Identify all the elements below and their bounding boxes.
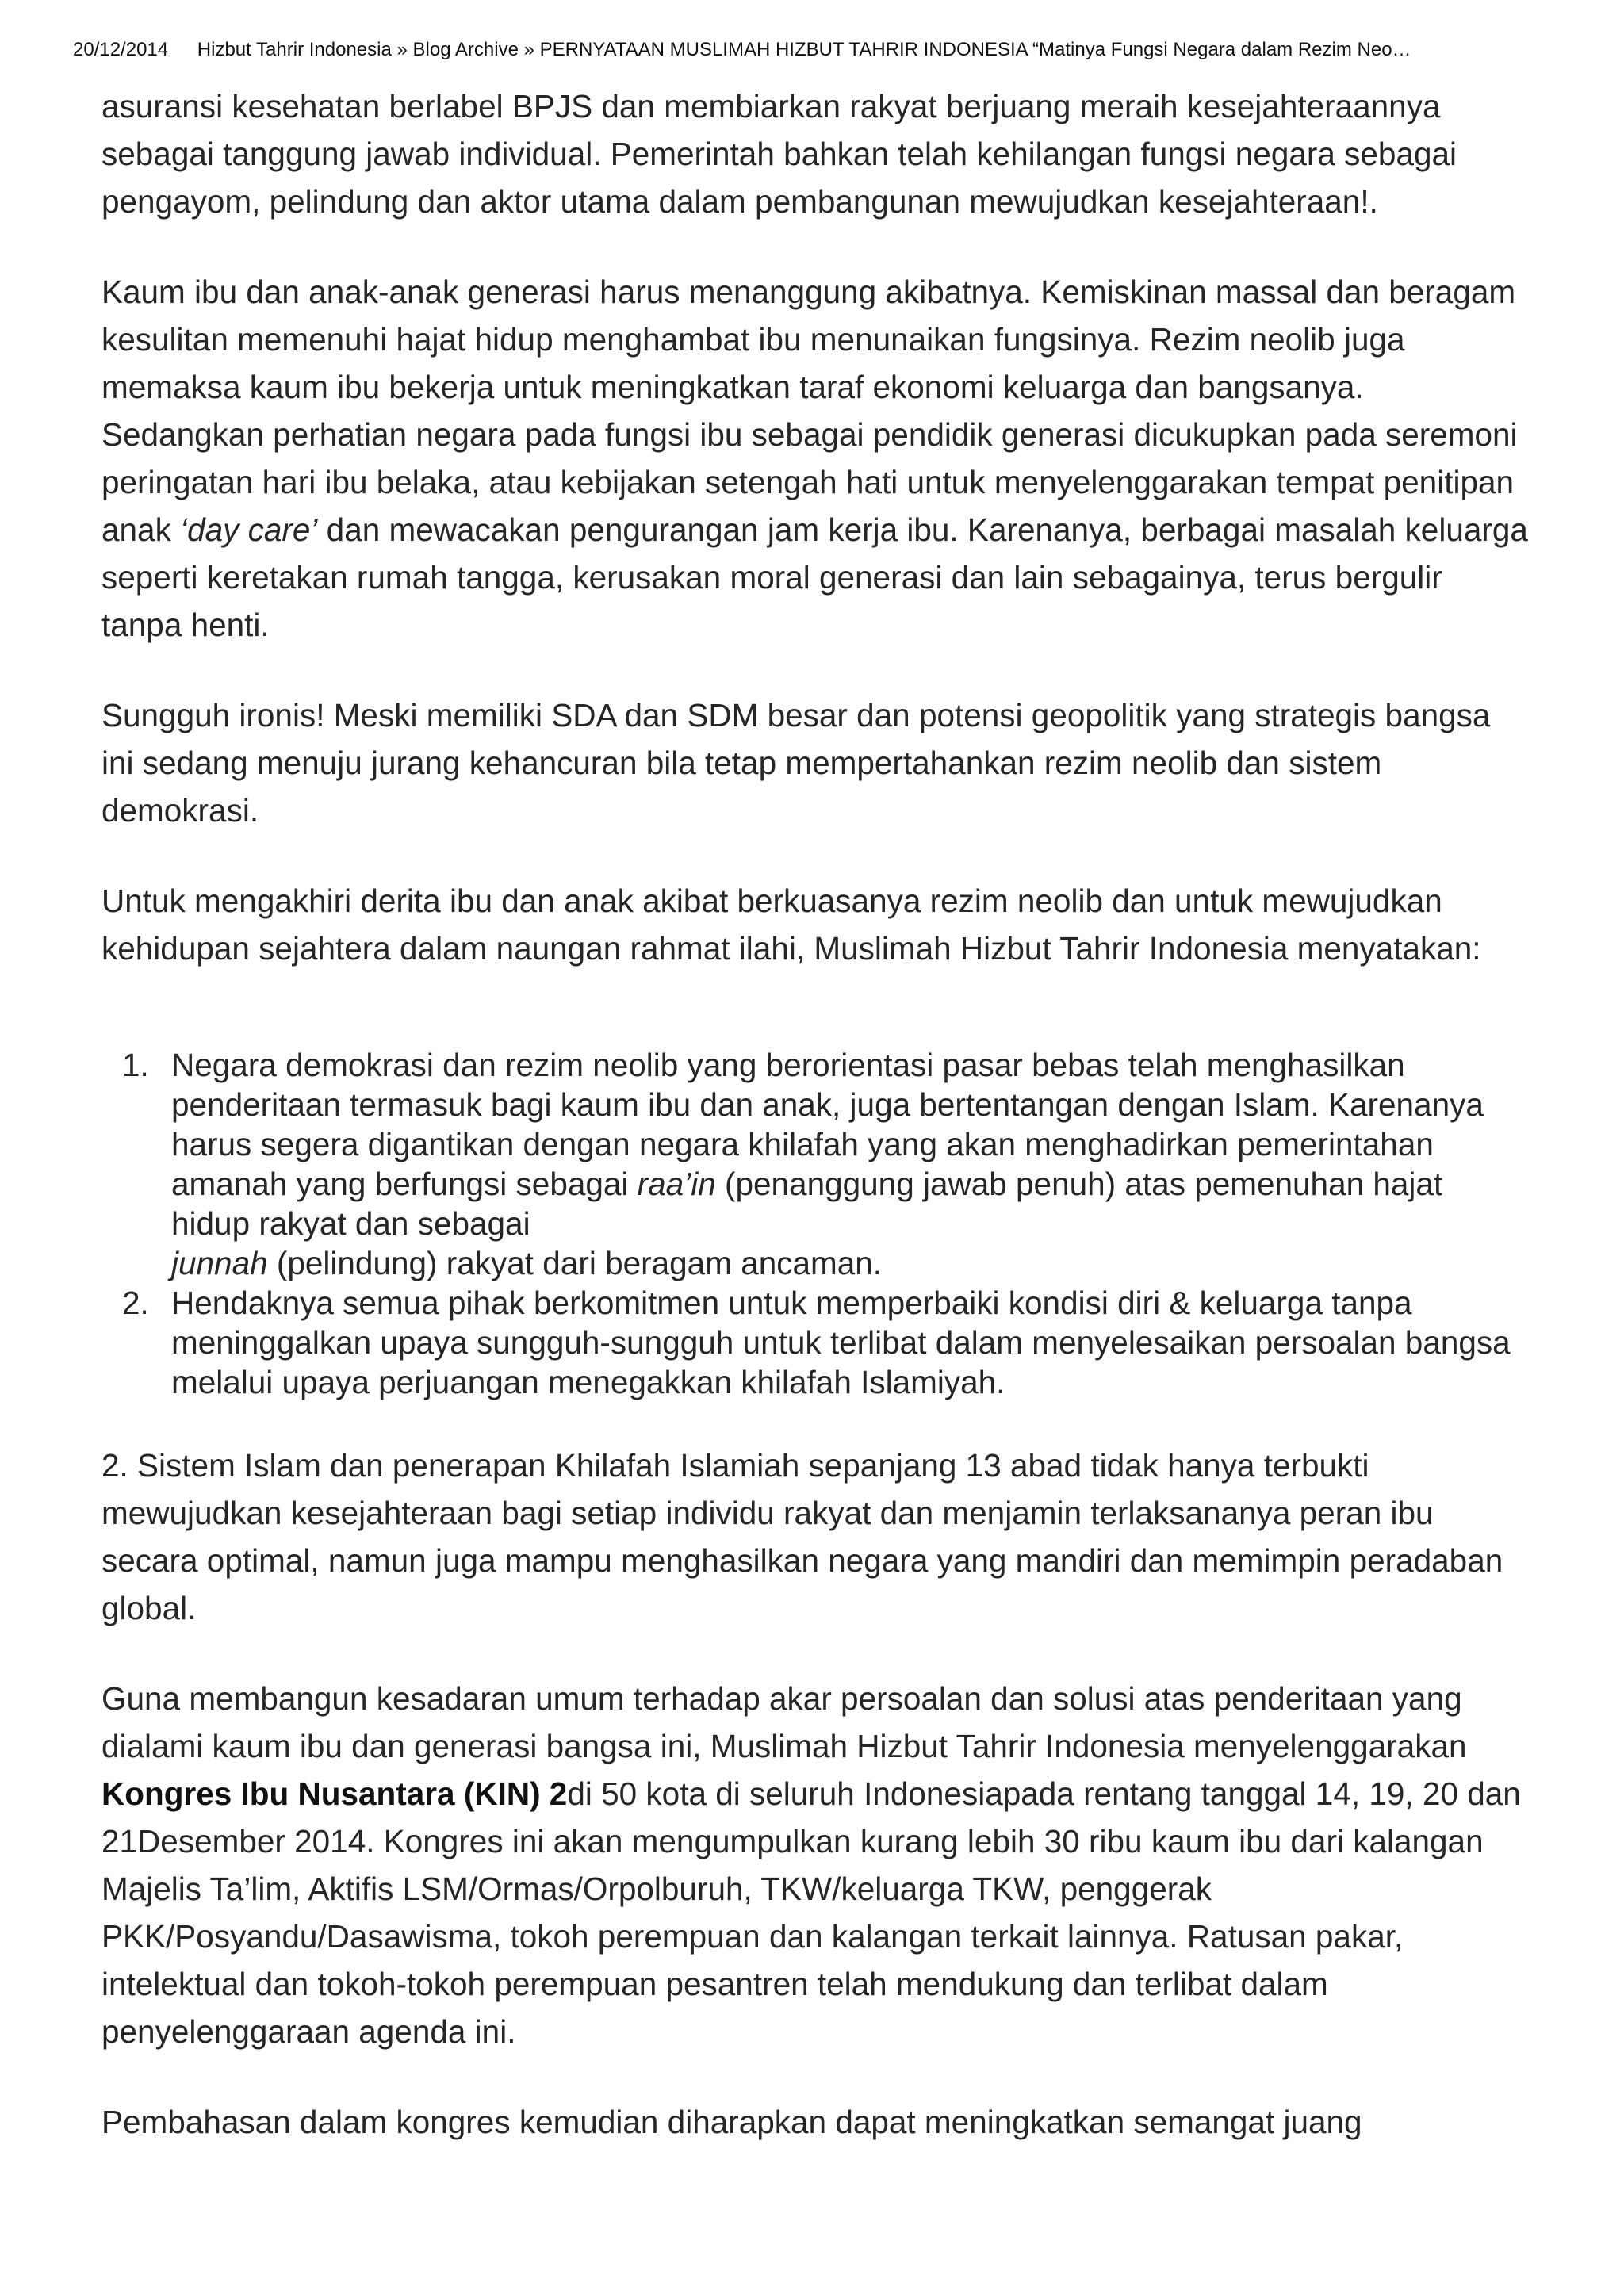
paragraph-6-text-a: Guna membangun kesadaran umum terhadap akar persoalan dan solusi atas penderitaan yang dialami kaum ibu dan generasi bangsa ini, Muslimah Hizbut Tahrir Indonesia menyelenggarakan bbox=[102, 1680, 1467, 1764]
paragraph-6 bbox=[102, 1675, 1529, 2055]
article-body bbox=[102, 82, 1529, 2146]
paragraph-2-text-b: dan mewacakan pengurangan jam kerja ibu. Karenanya, berbagai masalah keluarga seperti keretakan rumah tangga, kerusakan moral generasi dan lain sebagainya, terus bergulir tanpa henti. bbox=[102, 511, 1528, 643]
list-item-text-a: Hendaknya semua pihak berkomitmen untuk memperbaiki kondisi diri & keluarga tanpa meninggalkan upaya sungguh-sungguh untuk terlibat dalam menyelesaikan persoalan bangsa melalui upaya perjuangan menegakkan khilafah Islamiyah. bbox=[171, 1285, 1511, 1400]
raain-term: raa’in bbox=[637, 1166, 716, 1202]
list-item-number: 2. bbox=[122, 1285, 149, 1321]
list-item bbox=[102, 1283, 1529, 1402]
list-item bbox=[102, 1045, 1529, 1283]
kin-event-name: Kongres Ibu Nusantara (KIN) 2 bbox=[102, 1775, 568, 1812]
print-date: 20/12/2014 bbox=[73, 39, 169, 60]
paragraph-2-text-a: Kaum ibu dan anak-anak generasi harus menanggung akibatnya. Kemiskinan massal dan beragam kesulitan memenuhi hajat hidup menghambat ibu menunaikan fungsinya. Rezim neolib juga memaksa kaum ibu bekerja untuk meningkatkan taraf ekonomi keluarga dan bangsanya. Sedangkan perhatian negara pada fungsi ibu sebagai pendidik generasi dicukupkan pada seremoni peringatan hari ibu belaka, atau kebijakan setengah hati untuk menyelenggarakan tempat penitipan anak bbox=[102, 274, 1518, 548]
list-item-text-c: (pelindung) rakyat dari beragam ancaman. bbox=[267, 1245, 883, 1281]
paragraph-4: Untuk mengakhiri derita ibu dan anak akibat berkuasanya rezim neolib dan untuk mewujudkan kehidupan sejahtera dalam naungan rahmat ilahi, Muslimah Hizbut Tahrir Indonesia menyatakan: bbox=[102, 883, 1481, 967]
paragraph-6-text-b: di 50 kota di seluruh Indonesiapada rentang tanggal 14, 19, 20 dan 21Desember 2014. Kongres ini akan mengumpulkan kurang lebih 30 ribu kaum ibu dari kalangan Majelis Ta’lim, Aktifis LSM/Ormas/Orpolburuh, TKW/keluarga TKW, penggerak PKK/Posyandu/Dasawisma, tokoh perempuan dan kalangan terkait lainnya. Ratusan pakar, intelektual dan tokoh-tokoh perempuan pesantren telah mendukung dan terlibat dalam penyelenggaraan agenda ini. bbox=[102, 1775, 1521, 2050]
day-care-term: ‘day care’ bbox=[180, 511, 318, 548]
paragraph-7: Pembahasan dalam kongres kemudian diharapkan dapat meningkatkan semangat juang bbox=[102, 2104, 1362, 2140]
paragraph-1: asuransi kesehatan berlabel BPJS dan membiarkan rakyat berjuang meraih kesejahteraannya sebagai tanggung jawab individual. Pemerintah bahkan telah kehilangan fungsi negara sebagai pengayom, pelindung dan aktor utama dalam pembangunan mewujudkan kesejahteraan!. bbox=[102, 88, 1457, 220]
paragraph-5: 2. Sistem Islam dan penerapan Khilafah Islamiah sepanjang 13 abad tidak hanya terbukti mewujudkan kesejahteraan bagi setiap individu rakyat dan menjamin terlaksananya peran ibu secara optimal, namun juga mampu menghasilkan negara yang mandiri dan memimpin peradaban global. bbox=[102, 1447, 1503, 1626]
statement-list bbox=[102, 1045, 1529, 1402]
junnah-term: junnah bbox=[171, 1245, 268, 1281]
list-item-text-a: Negara demokrasi dan rezim neolib yang berorientasi pasar bebas telah menghasilkan penderitaan termasuk bagi kaum ibu dan anak, juga bertentangan dengan Islam. Karenanya harus segera digantikan dengan negara khilafah yang akan menghadirkan pemerintahan amanah yang berfungsi sebagai bbox=[171, 1047, 1484, 1202]
paragraph-3: Sungguh ironis! Meski memiliki SDA dan SDM besar dan potensi geopolitik yang strategis bangsa ini sedang menuju jurang kehancuran bila tetap mempertahankan rezim neolib dan sistem demokrasi. bbox=[102, 697, 1491, 829]
paragraph-2 bbox=[102, 268, 1529, 649]
print-header bbox=[73, 36, 1564, 63]
list-item-number: 1. bbox=[122, 1047, 149, 1083]
list-item-text-b: (penanggung jawab penuh) atas pemenuhan hajat hidup rakyat dan sebagai bbox=[171, 1166, 1443, 1242]
print-page-title: Hizbut Tahrir Indonesia » Blog Archive » PERNYATAAN MUSLIMAH HIZBUT TAHRIR INDONESIA “Matinya Fungsi Negara dalam Rezim Neo… bbox=[197, 39, 1411, 60]
